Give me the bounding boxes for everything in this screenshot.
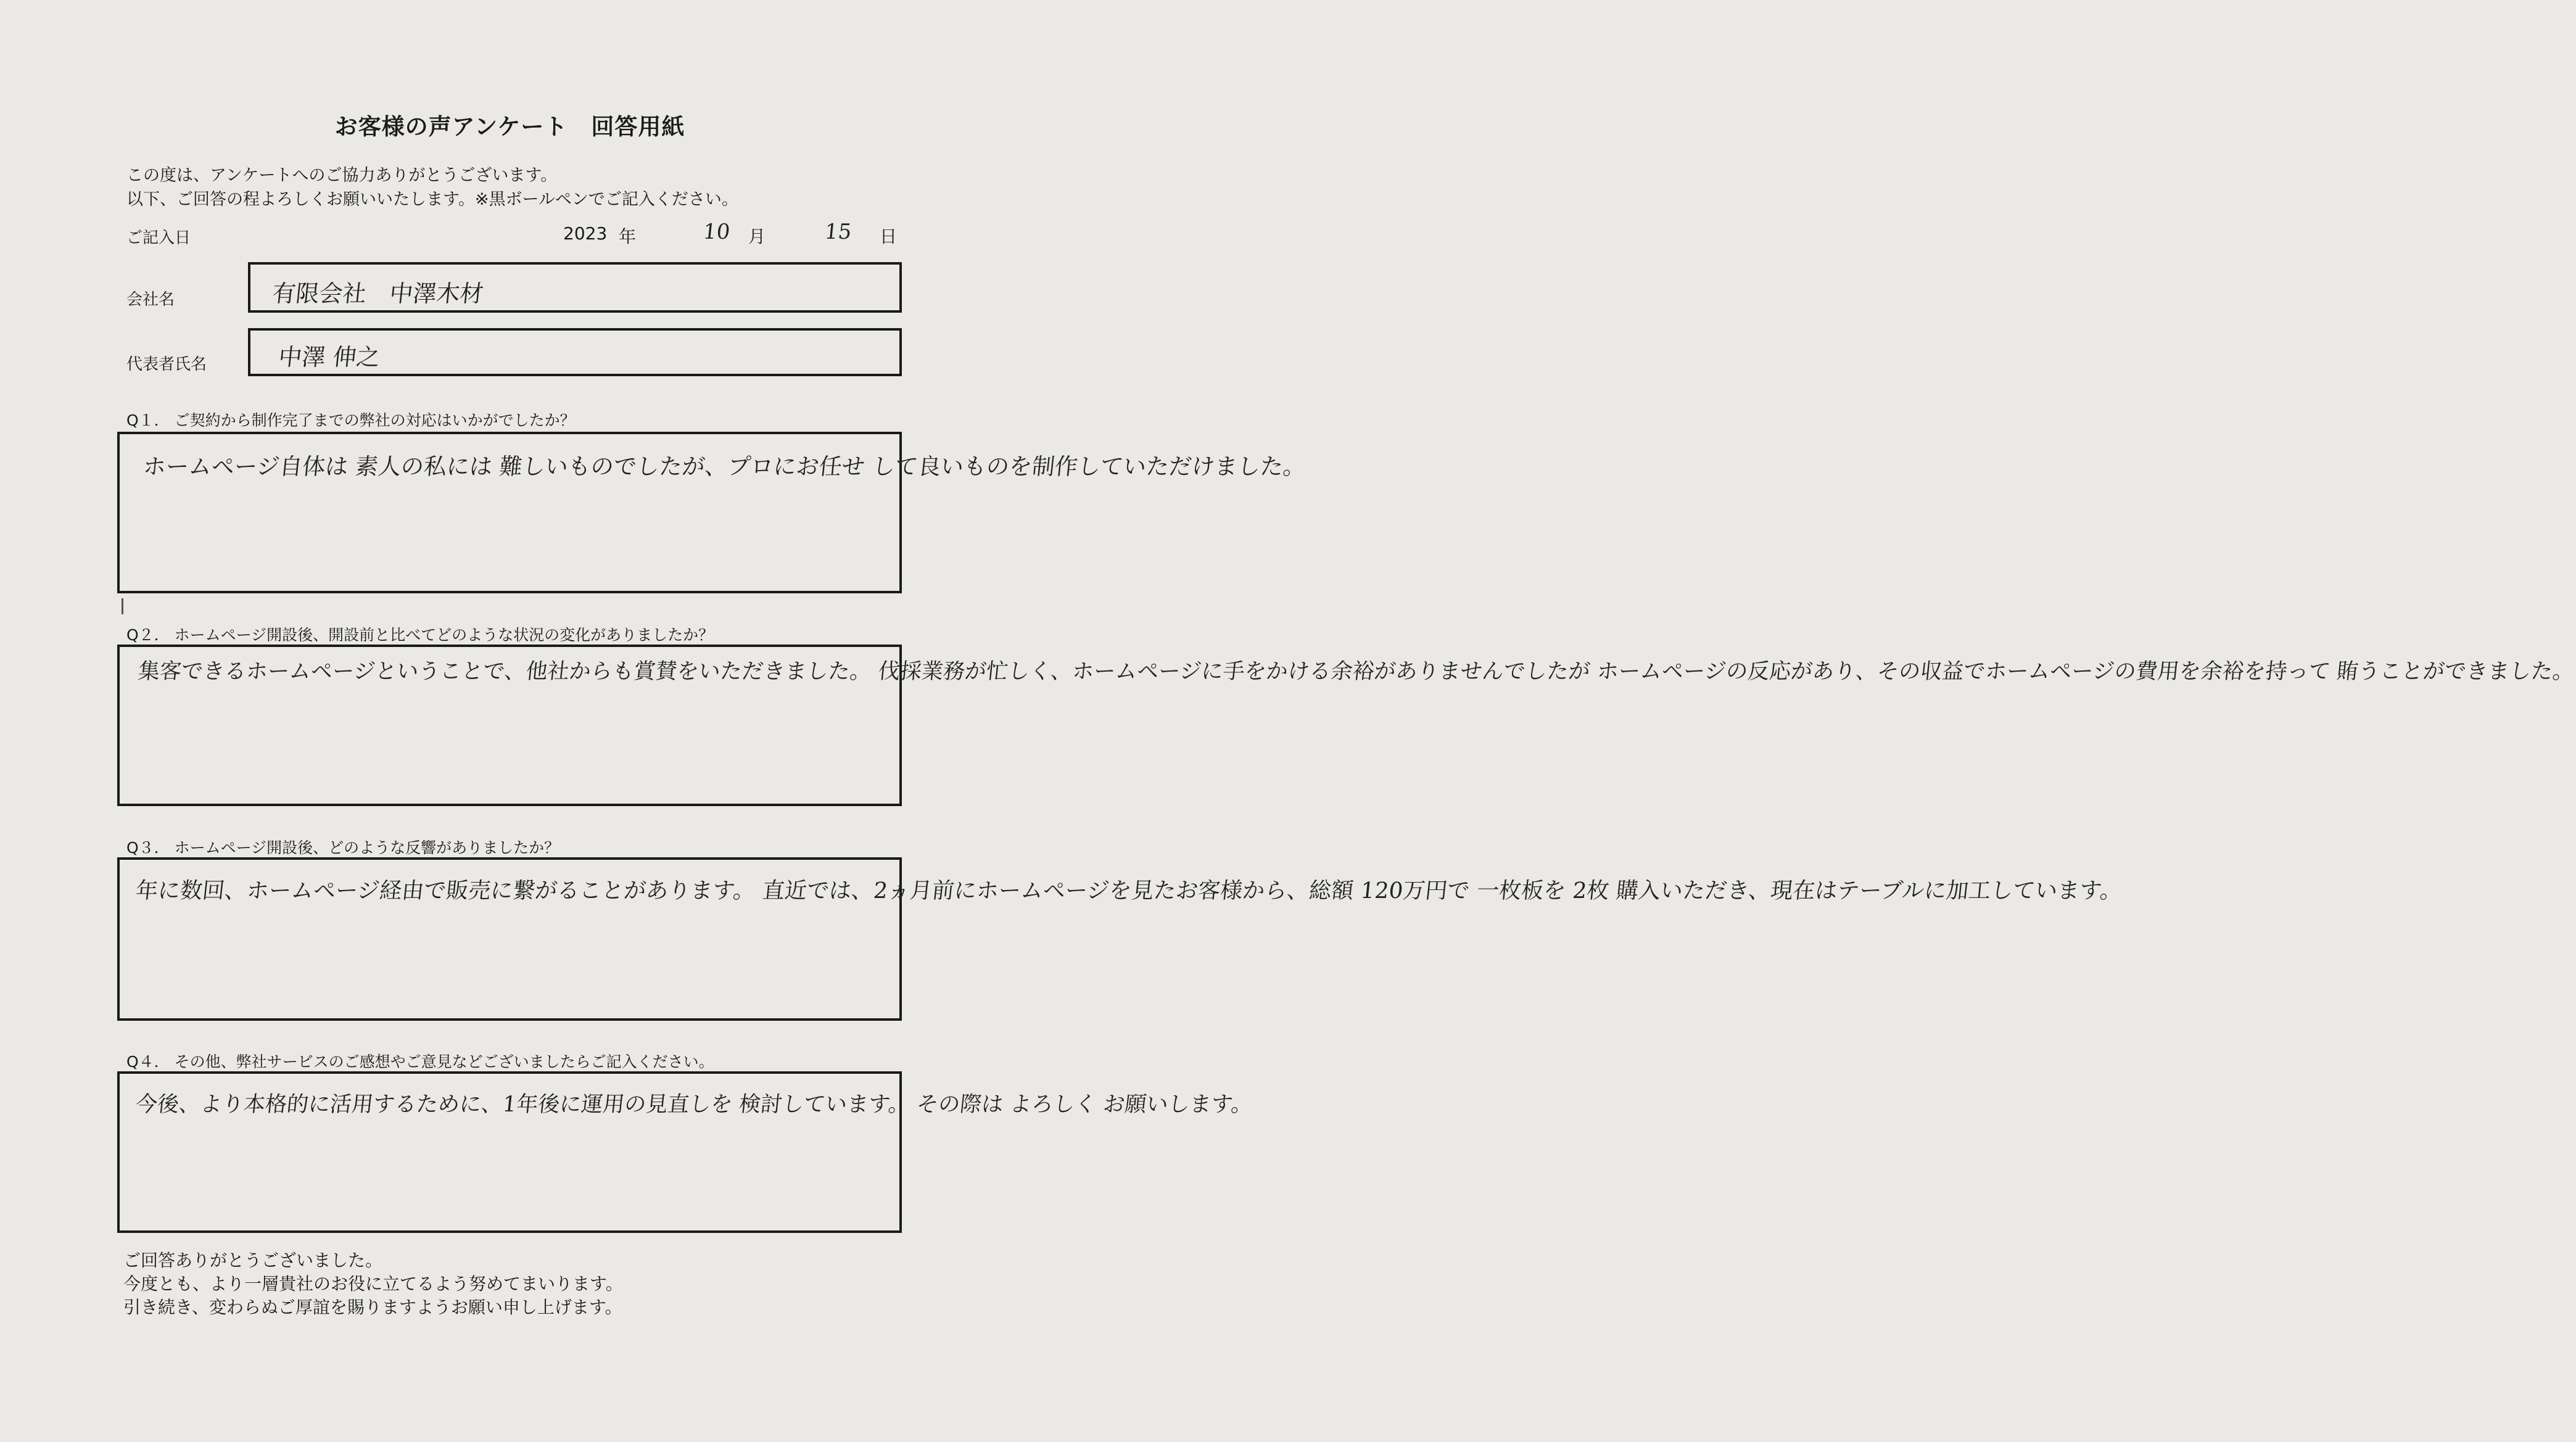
date-year-unit: 年 xyxy=(619,226,637,247)
page-title: お客様の声アンケート 回答用紙 xyxy=(334,113,685,140)
company-field[interactable] xyxy=(248,262,902,313)
q4-label: Q４． その他、弊社サービスのご感想やご意見などございましたらご記入ください。 xyxy=(126,1053,714,1071)
q3-answer xyxy=(134,870,2124,913)
representative-value: 中澤 伸之 xyxy=(277,344,382,371)
closing-line: 引き続き、変わらぬご厚誼を賜りますようお願い申し上げます。 xyxy=(123,1297,622,1317)
date-month-unit: 月 xyxy=(748,226,766,247)
intro-text xyxy=(126,163,738,212)
q1-answer-box[interactable] xyxy=(117,432,1307,593)
q3-answer-box[interactable] xyxy=(117,857,2124,1021)
q4-answer xyxy=(134,1086,1255,1123)
answer-line: 検討しています。 その際は よろしく お願いします。 xyxy=(738,1092,1255,1117)
answer-line: 賄うことができました。 xyxy=(2335,659,2576,684)
closing-line: 今度とも、より一層貴社のお役に立てるよう努めてまいります。 xyxy=(123,1274,623,1294)
q3-label: Q３． ホームページ開設後、どのような反響がありましたか？ xyxy=(126,839,560,857)
closing-text xyxy=(123,1249,623,1319)
answer-line: ホームページの反応があり、その収益でホームページの費用を余裕を持って xyxy=(1595,659,2332,684)
answer-line: 直近では、2ヵ月前にホームページを見たお客様から、総額 120万円で xyxy=(761,878,1471,904)
intro-line: 以下、ご回答の程よろしくお願いいたします。※黒ボールペンでご記入ください。 xyxy=(126,190,738,209)
q4-answer-box[interactable] xyxy=(117,1071,1255,1233)
closing-line: ご回答ありがとうございました。 xyxy=(123,1250,383,1271)
q1-label: Q１． ご契約から制作完了までの弊社の対応はいかがでしたか？ xyxy=(126,411,576,429)
q2-label: Q２． ホームページ開設後、開設前と比べてどのような状況の変化がありましたか？ xyxy=(126,626,714,644)
company-label: 会社名 xyxy=(126,290,175,309)
q1-answer xyxy=(141,447,1307,487)
company-value: 有限会社 中澤木材 xyxy=(271,280,485,307)
date-day: 15 xyxy=(823,220,853,244)
stray-mark xyxy=(122,598,123,614)
answer-line: して良いものを制作していただけました。 xyxy=(870,453,1307,480)
date-day-unit: 日 xyxy=(880,226,898,247)
q2-answer-box[interactable] xyxy=(117,645,2576,806)
q2-answer xyxy=(136,653,2576,690)
date-label: ご記入日 xyxy=(126,229,191,247)
company-value-wrap xyxy=(273,274,887,308)
representative-value-wrap xyxy=(279,338,887,372)
answer-line: ホームページ自体は 素人の私には 難しいものでしたが、プロにお任せ xyxy=(141,453,867,480)
representative-label: 代表者氏名 xyxy=(126,355,207,374)
answer-line: 一枚板を 2枚 購入いただき、現在はテーブルに加工しています。 xyxy=(1475,878,2124,904)
date-month: 10 xyxy=(701,220,732,244)
date-year: 2023 xyxy=(563,223,608,244)
answer-line: 年に数回、ホームページ経由で販売に繋がることがあります。 xyxy=(134,878,757,904)
answer-line: 今後、より本格的に活用するために、1年後に運用の見直しを xyxy=(134,1092,734,1117)
answer-line: 伐採業務が忙しく、ホームページに手をかける余裕がありませんでしたが xyxy=(877,659,1591,684)
intro-line: この度は、アンケートへのご協力ありがとうございます。 xyxy=(126,166,558,185)
representative-field[interactable] xyxy=(248,328,902,376)
date-month-wrap xyxy=(703,220,730,244)
date-day-wrap xyxy=(825,220,851,244)
answer-line: 集客できるホームページということで、他社からも賞賛をいただきました。 xyxy=(136,659,873,684)
